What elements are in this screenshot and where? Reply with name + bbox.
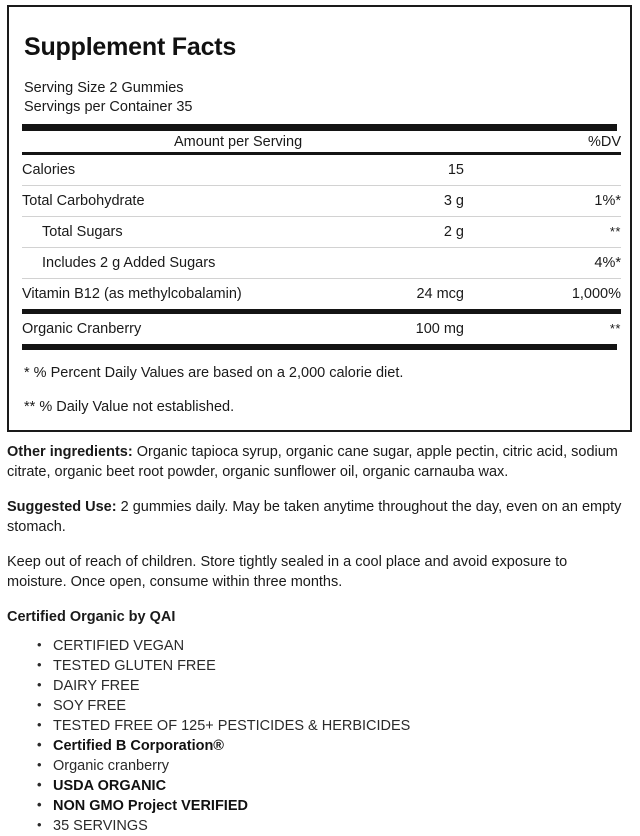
suggested-use-text: 2 gummies daily. May be taken anytime throughout the day, even on an empty stomach.: [7, 499, 622, 535]
row-label: Calories: [22, 162, 76, 178]
header-dv: %DV: [587, 133, 621, 150]
servings-per-container: Servings per Container 35: [24, 99, 193, 115]
certified-organic-heading: Certified Organic by QAI: [7, 609, 176, 625]
footnote-dv-not-established: ** % Daily Value not established.: [24, 399, 235, 415]
table-row: [22, 217, 621, 247]
supplement-facts-panel: [7, 5, 632, 432]
other-ingredients-paragraph: [7, 443, 625, 482]
other-ingredients-text: Organic tapioca syrup, organic cane sugar, apple pectin, citric acid, sodium citrate, organic beet root powder, organic sunflower oil, organic carnauba wax.: [7, 444, 618, 480]
list-item: • USDA ORGANIC: [37, 776, 625, 796]
footnotes: [24, 364, 617, 416]
row-dv: **: [609, 224, 621, 239]
list-item: • TESTED GLUTEN FREE: [37, 656, 625, 676]
row-label: Organic Cranberry: [22, 321, 142, 337]
rule-thick-top: [22, 124, 617, 131]
nutrition-table: [22, 131, 621, 344]
serving-info: [24, 79, 617, 117]
row-label: Total Sugars: [42, 224, 123, 240]
table-row: [22, 248, 621, 278]
list-item: • CERTIFIED VEGAN: [37, 636, 625, 656]
row-amount: 15: [447, 162, 464, 178]
nutrition-table-body: [22, 131, 621, 344]
footnote-percent-daily-values: * % Percent Daily Values are based on a 2,000 calorie diet.: [24, 365, 404, 381]
body-copy: [7, 443, 625, 836]
table-row: [22, 155, 621, 185]
list-item: • Organic cranberry: [37, 756, 625, 776]
list-item: • SOY FREE: [37, 696, 625, 716]
row-amount: 3 g: [443, 193, 464, 209]
list-item: • NON GMO Project VERIFIED: [37, 796, 625, 816]
list-item: • 35 SERVINGS: [37, 816, 625, 836]
list-item: • TESTED FREE OF 125+ PESTICIDES & HERBICIDES: [37, 716, 625, 736]
row-amount: 100 mg: [415, 321, 464, 337]
storage-paragraph: Keep out of reach of children. Store tightly sealed in a cool place and avoid exposure to moisture. Once open, consume within three months.: [7, 554, 568, 590]
row-amount: 24 mcg: [416, 286, 464, 302]
rule-thick-bottom: [22, 344, 617, 350]
row-label: Vitamin B12 (as methylcobalamin): [22, 286, 242, 302]
other-ingredients-label: Other ingredients:: [7, 444, 133, 460]
table-row: [22, 279, 621, 309]
list-item: • DAIRY FREE: [37, 676, 625, 696]
serving-size: Serving Size 2 Gummies: [24, 80, 184, 96]
header-amount-per-serving: Amount per Serving: [174, 133, 303, 150]
row-dv: 4%*: [594, 255, 621, 271]
row-amount: 2 g: [443, 224, 464, 240]
row-amount: [352, 248, 482, 278]
suggested-use-paragraph: [7, 498, 625, 537]
suggested-use-label: Suggested Use:: [7, 499, 117, 515]
row-label: Total Carbohydrate: [22, 193, 145, 209]
row-dv: 1%*: [594, 193, 621, 209]
claims-list: [7, 636, 625, 836]
row-dv: 1,000%: [571, 286, 621, 302]
table-row: [22, 186, 621, 216]
row-dv: **: [609, 321, 621, 336]
list-item: • Certified B Corporation®: [37, 736, 625, 756]
row-dv: [482, 155, 621, 185]
page-title: Supplement Facts: [24, 33, 237, 61]
table-header-row: [22, 131, 621, 152]
row-label: Includes 2 g Added Sugars: [42, 255, 216, 271]
table-row: [22, 314, 621, 344]
